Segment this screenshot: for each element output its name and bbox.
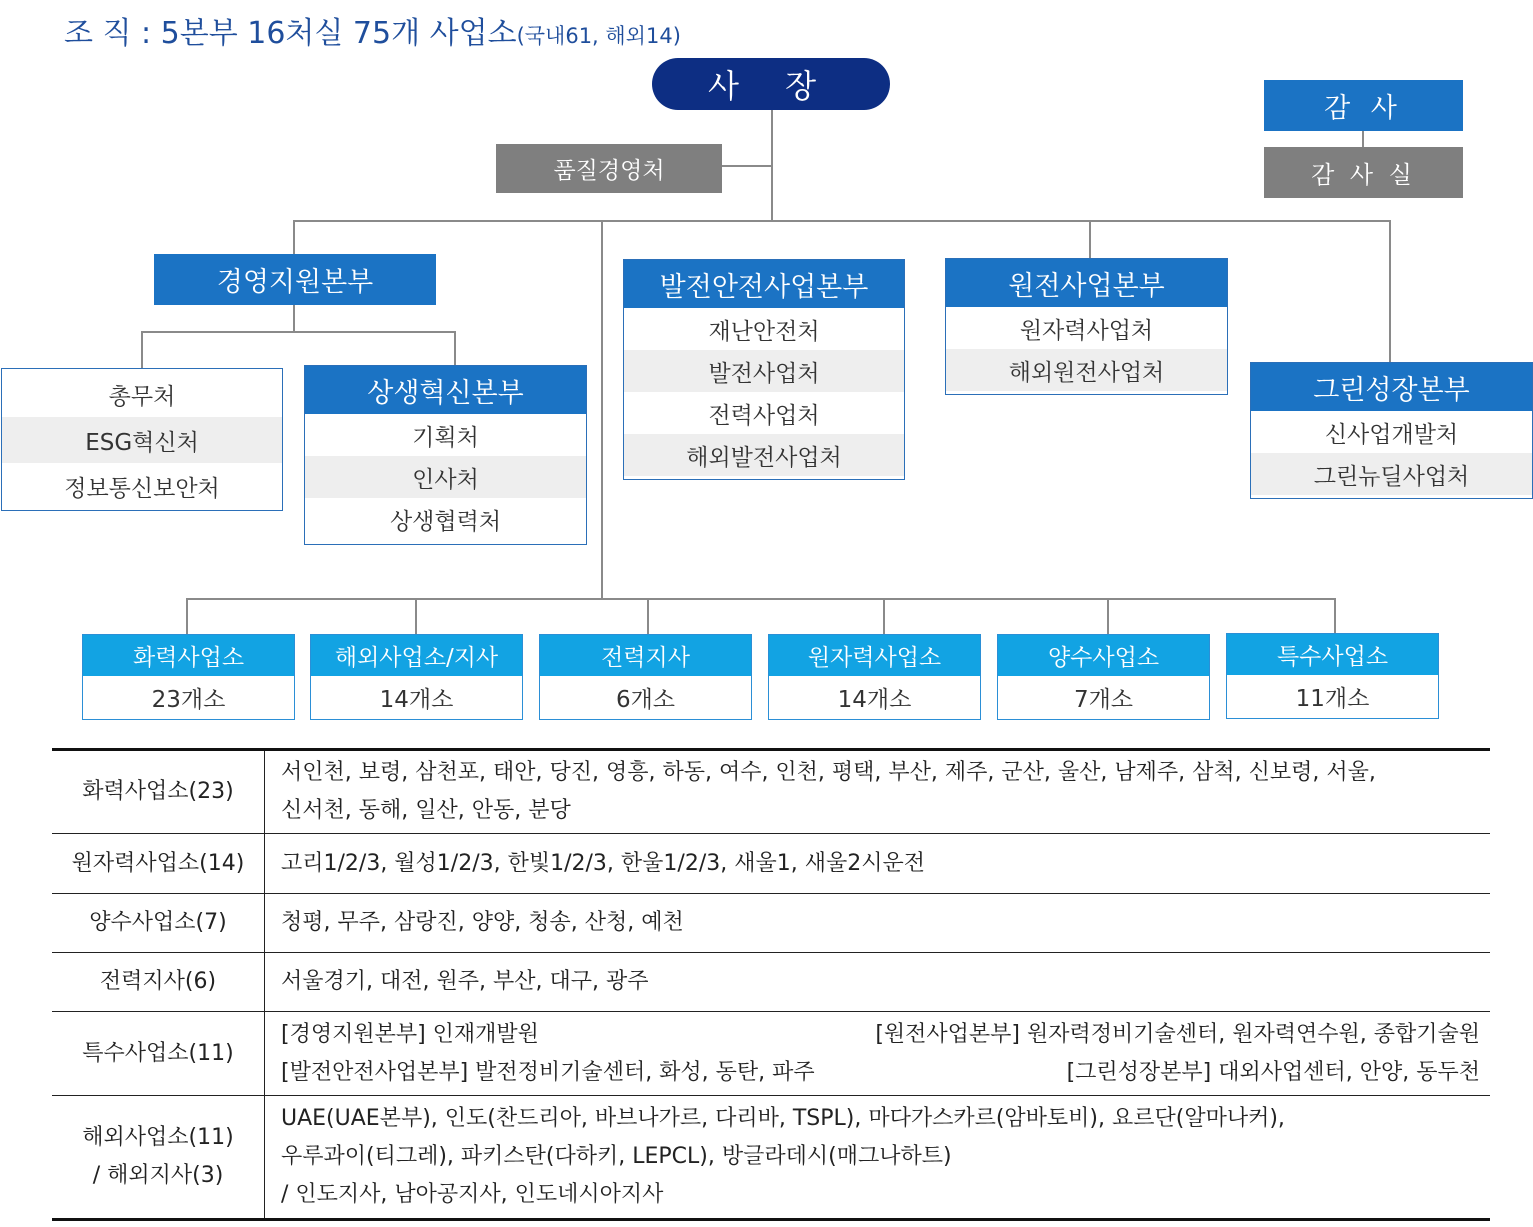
title-main: 조 직 : 5본부 16처실 75개 사업소 <box>64 16 517 51</box>
connector <box>1107 598 1109 635</box>
table-detail: 고리1/2/3, 월성1/2/3, 한빛1/2/3, 한울1/2/3, 새울1, 새울2시운전 <box>265 834 1491 894</box>
table-category: 전력지사(6) <box>52 953 265 1012</box>
audit-box: 감 사 <box>1264 80 1463 131</box>
connector <box>601 220 603 600</box>
site-count: 7개소 <box>1073 687 1134 713</box>
special-nuclear: [원전사업본부] 원자력정비기술센터, 원자력연수원, 종합기술원 <box>875 1021 1480 1047</box>
table-detail <box>265 750 1491 834</box>
site-count: 23개소 <box>151 687 226 713</box>
site-box-special <box>1226 633 1439 719</box>
quality-management-box: 품질경영처 <box>496 144 722 193</box>
dept-item: 해외원전사업처 <box>946 349 1227 391</box>
site-box-branch <box>539 634 752 720</box>
connector <box>883 598 885 635</box>
table-row <box>52 894 1490 953</box>
connector <box>647 598 649 635</box>
dept-item: 재난안전처 <box>708 318 820 345</box>
management-hq-box: 경영지원본부 <box>154 254 436 305</box>
category-line: / 해외지사(3) <box>92 1163 224 1188</box>
site-table <box>52 748 1490 1221</box>
connector <box>186 598 188 635</box>
dept-item: 해외발전사업처 <box>624 434 904 476</box>
dept-item: 상생협력처 <box>389 508 502 535</box>
site-box-pumped <box>997 634 1210 720</box>
detail-line: UAE(UAE본부), 인도(찬드리아, 바브나가르, 다리바, TSPL), 마다가스카르(암바토비), 요르단(알마나커), <box>281 1106 1285 1131</box>
site-name: 특수사업소 <box>1227 634 1438 675</box>
site-count: 6개소 <box>615 687 676 713</box>
detail-line: 신서천, 동해, 일산, 안동, 분당 <box>281 798 571 823</box>
table-row <box>52 1096 1490 1220</box>
detail-line: / 인도지사, 남아공지사, 인도네시아지사 <box>281 1182 664 1207</box>
dept-item: 기획처 <box>412 424 479 451</box>
dept-item: 원자력사업처 <box>1019 317 1154 344</box>
table-detail <box>265 1012 1491 1096</box>
table-category: 양수사업소(7) <box>52 894 265 953</box>
special-power: [발전안전사업본부] 발전정비기술센터, 화성, 동탄, 파주 <box>281 1059 815 1085</box>
connector <box>1362 131 1364 147</box>
dept-item: ESG혁신처 <box>2 417 282 463</box>
audit-office-box: 감 사 실 <box>1264 147 1463 198</box>
table-detail: 서울경기, 대전, 원주, 부산, 대구, 광주 <box>265 953 1491 1012</box>
site-name: 화력사업소 <box>83 635 294 676</box>
green-hq-box <box>1250 362 1533 499</box>
management-dept-list <box>1 368 283 511</box>
detail-line: 서인천, 보령, 삼천포, 태안, 당진, 영흥, 하동, 여수, 인천, 평택, 부산, 제주, 군산, 울산, 남제주, 삼척, 신보령, 서울, <box>281 760 1376 785</box>
dept-item: 인사처 <box>305 456 586 498</box>
connector <box>141 331 455 333</box>
connector <box>722 165 772 167</box>
connector <box>1089 220 1091 260</box>
table-category: 화력사업소(23) <box>52 750 265 834</box>
site-count: 14개소 <box>837 687 912 713</box>
site-box-thermal <box>82 634 295 720</box>
site-box-overseas <box>310 634 523 720</box>
table-category: 특수사업소(11) <box>52 1012 265 1096</box>
connector <box>1334 598 1336 635</box>
table-category: 원자력사업소(14) <box>52 834 265 894</box>
connector <box>454 331 456 366</box>
connector <box>186 598 1336 600</box>
dept-item: 정보통신보안처 <box>64 475 220 502</box>
dept-item: 발전사업처 <box>624 350 904 392</box>
dept-item: 그린뉴딜사업처 <box>1251 453 1532 495</box>
green-hq-title: 그린성장본부 <box>1251 363 1532 411</box>
special-mgmt: [경영지원본부] 인재개발원 <box>281 1021 539 1047</box>
site-box-nuclear <box>768 634 981 720</box>
nuclear-hq-box <box>945 258 1228 395</box>
detail-line <box>281 1054 1490 1092</box>
connector <box>293 304 295 332</box>
power-safety-hq-title: 발전안전사업본부 <box>624 260 904 308</box>
site-name: 해외사업소/지사 <box>311 635 522 676</box>
table-detail <box>265 1096 1491 1220</box>
detail-line <box>281 1016 1490 1054</box>
title-sub: (국내61, 해외14) <box>516 24 681 48</box>
power-safety-hq-box <box>623 259 905 480</box>
connector <box>1389 220 1391 363</box>
connector <box>141 331 143 369</box>
connector <box>293 220 295 255</box>
category-line: 해외사업소(11) <box>82 1125 234 1150</box>
table-row <box>52 750 1490 834</box>
dept-item: 신사업개발처 <box>1324 421 1459 448</box>
site-name: 전력지사 <box>540 635 751 676</box>
dept-item: 전력사업처 <box>708 402 820 429</box>
detail-line: 우루과이(티그레), 파키스탄(다하키, LEPCL), 방글라데시(매그나하트) <box>281 1144 952 1169</box>
table-category <box>52 1096 265 1220</box>
table-row <box>52 1012 1490 1096</box>
connector <box>415 598 417 635</box>
special-green: [그린성장본부] 대외사업센터, 안양, 동두천 <box>1066 1059 1480 1085</box>
connector <box>293 220 1391 222</box>
ceo-box: 사 장 <box>652 58 890 110</box>
site-count: 11개소 <box>1295 686 1370 712</box>
coop-hq-title: 상생혁신본부 <box>305 366 586 414</box>
site-name: 양수사업소 <box>998 635 1209 676</box>
site-name: 원자력사업소 <box>769 635 980 676</box>
coop-hq-box <box>304 365 587 545</box>
page-title <box>64 8 681 52</box>
table-detail: 청평, 무주, 삼랑진, 양양, 청송, 산청, 예천 <box>265 894 1491 953</box>
table-row <box>52 953 1490 1012</box>
nuclear-hq-title: 원전사업본부 <box>946 259 1227 307</box>
site-count: 14개소 <box>379 687 454 713</box>
table-row <box>52 834 1490 894</box>
dept-item: 총무처 <box>108 383 176 410</box>
